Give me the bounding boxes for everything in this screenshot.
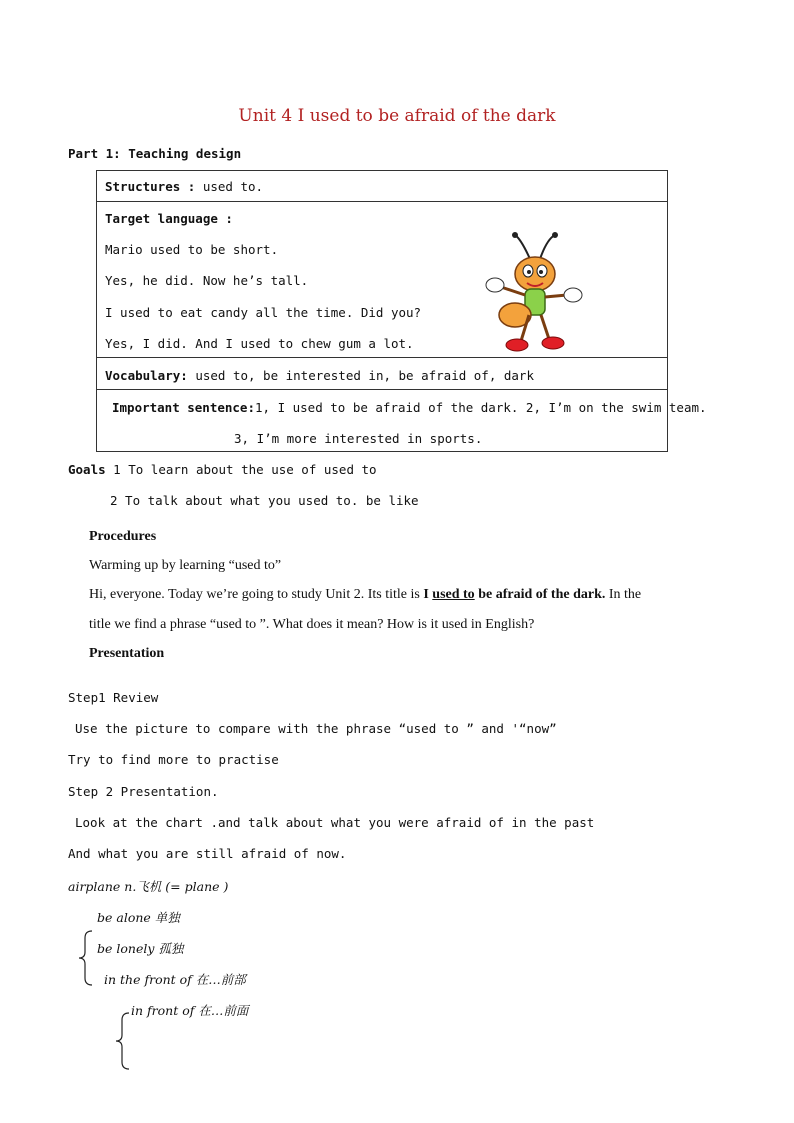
intro-text: Hi, everyone. Today we’re going to study Unit 2. Its title is (89, 587, 424, 602)
presentation-heading: Presentation (89, 646, 165, 661)
vocab-note-in-front: in front of 在…前面 (131, 1003, 249, 1018)
goals-label: Goals (68, 462, 106, 477)
step2-heading: Step 2 Presentation. (68, 784, 219, 799)
target-line: Yes, he did. Now he’s tall. (105, 273, 309, 288)
vocabulary-row (105, 368, 534, 383)
important-value: 1, I used to be afraid of the dark. 2, I’m on the swim team. (255, 400, 707, 415)
intro-title-i: I (423, 587, 433, 602)
structures-row (105, 179, 263, 194)
intro-title-rest: be afraid of the dark. (474, 587, 606, 602)
step1-heading: Step1 Review (68, 690, 159, 705)
step2-line: Look at the chart .and talk about what you were afraid of in the past (75, 815, 595, 830)
target-language-label: Target language : (105, 211, 233, 226)
goals-row (68, 462, 377, 477)
page-title: Unit 4 I used to be afraid of the dark (238, 106, 556, 126)
left-brace-icon (78, 930, 94, 986)
table-divider (97, 357, 667, 358)
intro-paragraph (89, 587, 641, 603)
cartoon-ant-icon (485, 229, 585, 355)
intro-paragraph-line2: title we find a phrase “used to ”. What does it mean? How is it used in English? (89, 617, 535, 632)
important-line-2: 3, I’m more interested in sports. (234, 431, 483, 446)
structures-value: used to. (195, 179, 264, 194)
structures-label: Structures : (105, 179, 196, 194)
vocab-note-lonely: be lonely 孤独 (97, 941, 184, 956)
important-sentence-row (112, 400, 707, 415)
target-line: Yes, I did. And I used to chew gum a lot. (105, 336, 414, 351)
vocabulary-value: used to, be interested in, be afraid of, dark (187, 368, 534, 383)
table-divider (97, 389, 667, 390)
step2-line: And what you are still afraid of now. (68, 846, 347, 861)
part1-heading: Part 1: Teaching design (68, 146, 242, 161)
teaching-design-table (96, 170, 707, 452)
intro-text-end: In the (605, 587, 642, 602)
target-line: I used to eat candy all the time. Did you? (105, 305, 422, 320)
vocabulary-label: Vocabulary: (105, 368, 188, 383)
procedures-heading: Procedures (89, 529, 157, 544)
important-label: Important sentence: (112, 400, 255, 415)
intro-title-underlined: used to (432, 587, 475, 602)
step1-line: Try to find more to practise (68, 752, 279, 767)
left-brace-icon (115, 1012, 131, 1070)
step1-line: Use the picture to compare with the phrase “used to ” and '“now” (75, 721, 557, 736)
goals-item: 1 To learn about the use of used to (105, 462, 377, 477)
table-divider (97, 201, 667, 202)
vocab-note-alone: be alone 单独 (97, 910, 180, 925)
vocab-note-in-the-front: in the front of 在…前部 (104, 972, 246, 987)
target-line: Mario used to be short. (105, 242, 279, 257)
goals-item: 2 To talk about what you used to. be like (110, 493, 419, 508)
vocab-note-airplane: airplane n.飞机 (= plane ) (68, 879, 229, 894)
warmup-line: Warming up by learning “used to” (89, 558, 282, 573)
